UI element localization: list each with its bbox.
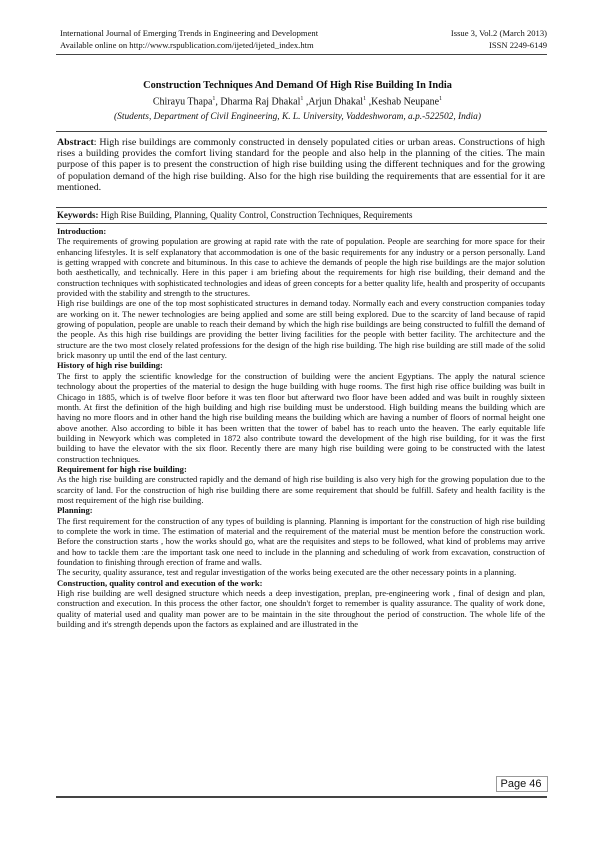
paragraph: The first to apply the scientific knowledge for the construction of building were the ancient Egyptians. The apply the natural science technology about the properties of the material to design the huge building with huge rooms. The first high rise office building was built in Chicago in 1885, which is of twelve floor before it was ten floor but afterward two floor have been added and was built in roughly sixteen month. At first the definition of the high building and high rise building must be understood. High building means the building which are having no more floors and in other hand the high rise building means the building which are having a number of floors of normal height one above another. Also according to bible it has been written that the tower of babel has to reach unto the heaven. The early equitable life building in Newyork which was completed in 1872 also contribute toward the development of the high rise building, for it was the first building to have the elevator with the six floor. Recently there are many high rise building were going to be constructed with the latest construction techniques. xyxy=(57,370,545,464)
paragraph: The security, quality assurance, test and regular investigation of the works being executed are the other necessary points in a planning. xyxy=(57,567,517,578)
paragraph: The requirements of growing population are growing at rapid rate with the rate of population. People are searching for more space for their enhancing lifestyles. It is self explanatory that accommodation is one of the basic requirements for any industry or a person personally. Land is getting wrapped with concrete and bituminous. In this case to achieve the demands of people the high rise buildings are the major solution both aesthetically, and technically. Here in this paper i am briefing about the requirements for high rise building, their demand and the construction techniques with sophisticated technologies and ideas of green concepts for a better quality life, health and prosperity of occupants provided with the stability and strength to the structures. xyxy=(57,236,545,299)
author-affil-mark: 1 xyxy=(212,96,216,102)
paragraph: The first requirement for the construction of any types of building is planning. Planning is important for the construction of high rise building to complete the work in time. The estimation of material and the requirement of the material must be mention before the construction work. Before the construction starts , how the works should go, what are the requisites and steps to be followed, what kind of problems may arrive and how to tackle them :are the important task one need to include in the planning and scheduling of work from excavation, construction of foundation to finishing through erection of frame and walls. xyxy=(57,515,545,567)
online-url: Available online on http://www.rspublication.com/ijeted/ijeted_index.htm xyxy=(60,40,314,50)
paragraph: High rise building are well designed structure which needs a deep investigation, preplan, pre-engineering work , final of design and plan, construction and execution. In this process the other factor, one shouldn't forget to remember is quality assurance. The quality of work done, quality of material used and quality man power are to be maintain in the site throughout the period of construction. The whole life of the building and it's strength depends upon the factors as explained and are illustrated in the xyxy=(57,588,545,630)
author-list xyxy=(50,96,545,107)
abstract xyxy=(57,137,545,193)
author-name: ,Arjun Dhakal xyxy=(303,96,364,108)
keywords-label: Keywords: xyxy=(57,210,99,220)
author-name: , Dharma Raj Dhakal xyxy=(215,96,301,108)
abstract-bottom-rule xyxy=(56,207,547,208)
author-name: ,Keshab Neupane xyxy=(366,96,440,108)
section-heading-requirement: Requirement for high rise building: xyxy=(57,463,187,474)
journal-name: International Journal of Emerging Trends in Engineering and Development xyxy=(60,28,319,38)
author-affil-mark: 1 xyxy=(363,96,367,102)
abstract-top-rule xyxy=(56,131,547,132)
keywords-rule xyxy=(56,223,547,224)
section-heading-introduction: Introduction: xyxy=(57,226,107,236)
keywords-text: High Rise Building, Planning, Quality Control, Construction Techniques, Requirements xyxy=(98,210,413,220)
body-text xyxy=(57,226,545,629)
page-number: Page 46 xyxy=(500,778,542,790)
header-rule xyxy=(56,54,547,55)
paragraph: As the high rise building are constructed rapidly and the demand of high rise building is also very high for the growing population due to the scarcity of land. For the construction of high rise building there are some requirement that should be fulfill. Safety and health facility is the most requirement of the high rise building. xyxy=(57,474,545,505)
author-affil-mark: 1 xyxy=(439,96,443,102)
affiliation: (Students, Department of Civil Engineering, K. L. University, Vaddeshworam, a.p.-522502, India) xyxy=(114,112,481,122)
issn: ISSN 2249-6149 xyxy=(488,40,547,50)
author-affil-mark: 1 xyxy=(300,96,304,102)
paragraph: High rise buildings are one of the top most sophisticated structures in demand today. Normally each and every construction companies today are working on it. The newer technologies are being applied and some are still being explored. Due to the scarcity of land because of rapid growing of population, people are unable to reach their demand by which the high rise buildings are being constructed to fulfill the demand of the people. As this high rise buildings are providing the better living facilities for the people with better facility. The architecture and the structure are the two most closely related professions for the design of the high rise building. The high rise building are still made of the solid brick masonry up until the end of the last century. xyxy=(57,298,545,361)
paper-title: Construction Techniques And Demand Of High Rise Building In India xyxy=(143,80,452,91)
issue-info: Issue 3, Vol.2 (March 2013) xyxy=(450,28,547,38)
section-heading-construction: Construction, quality control and execution of the work: xyxy=(57,577,263,588)
section-heading-planning: Planning: xyxy=(57,505,93,516)
section-heading-history: History of high rise building: xyxy=(57,360,163,371)
keywords xyxy=(57,210,545,220)
abstract-label: Abstract xyxy=(57,137,94,148)
footer-rule xyxy=(56,796,547,798)
abstract-text: : High rise buildings are commonly constructed in densely populated cities or urban areas. Constructions of high rises a building provides the comfort living standard for the people and also help in the planning of the cities. The main purpose of this paper is to present the construction of high rise building using the different techniques and for the growing of population demand of the high rise building. Also for the high rise building the requirements that are essential for it are mentioned. xyxy=(57,137,545,193)
author-name: Chirayu Thapa xyxy=(152,96,213,108)
